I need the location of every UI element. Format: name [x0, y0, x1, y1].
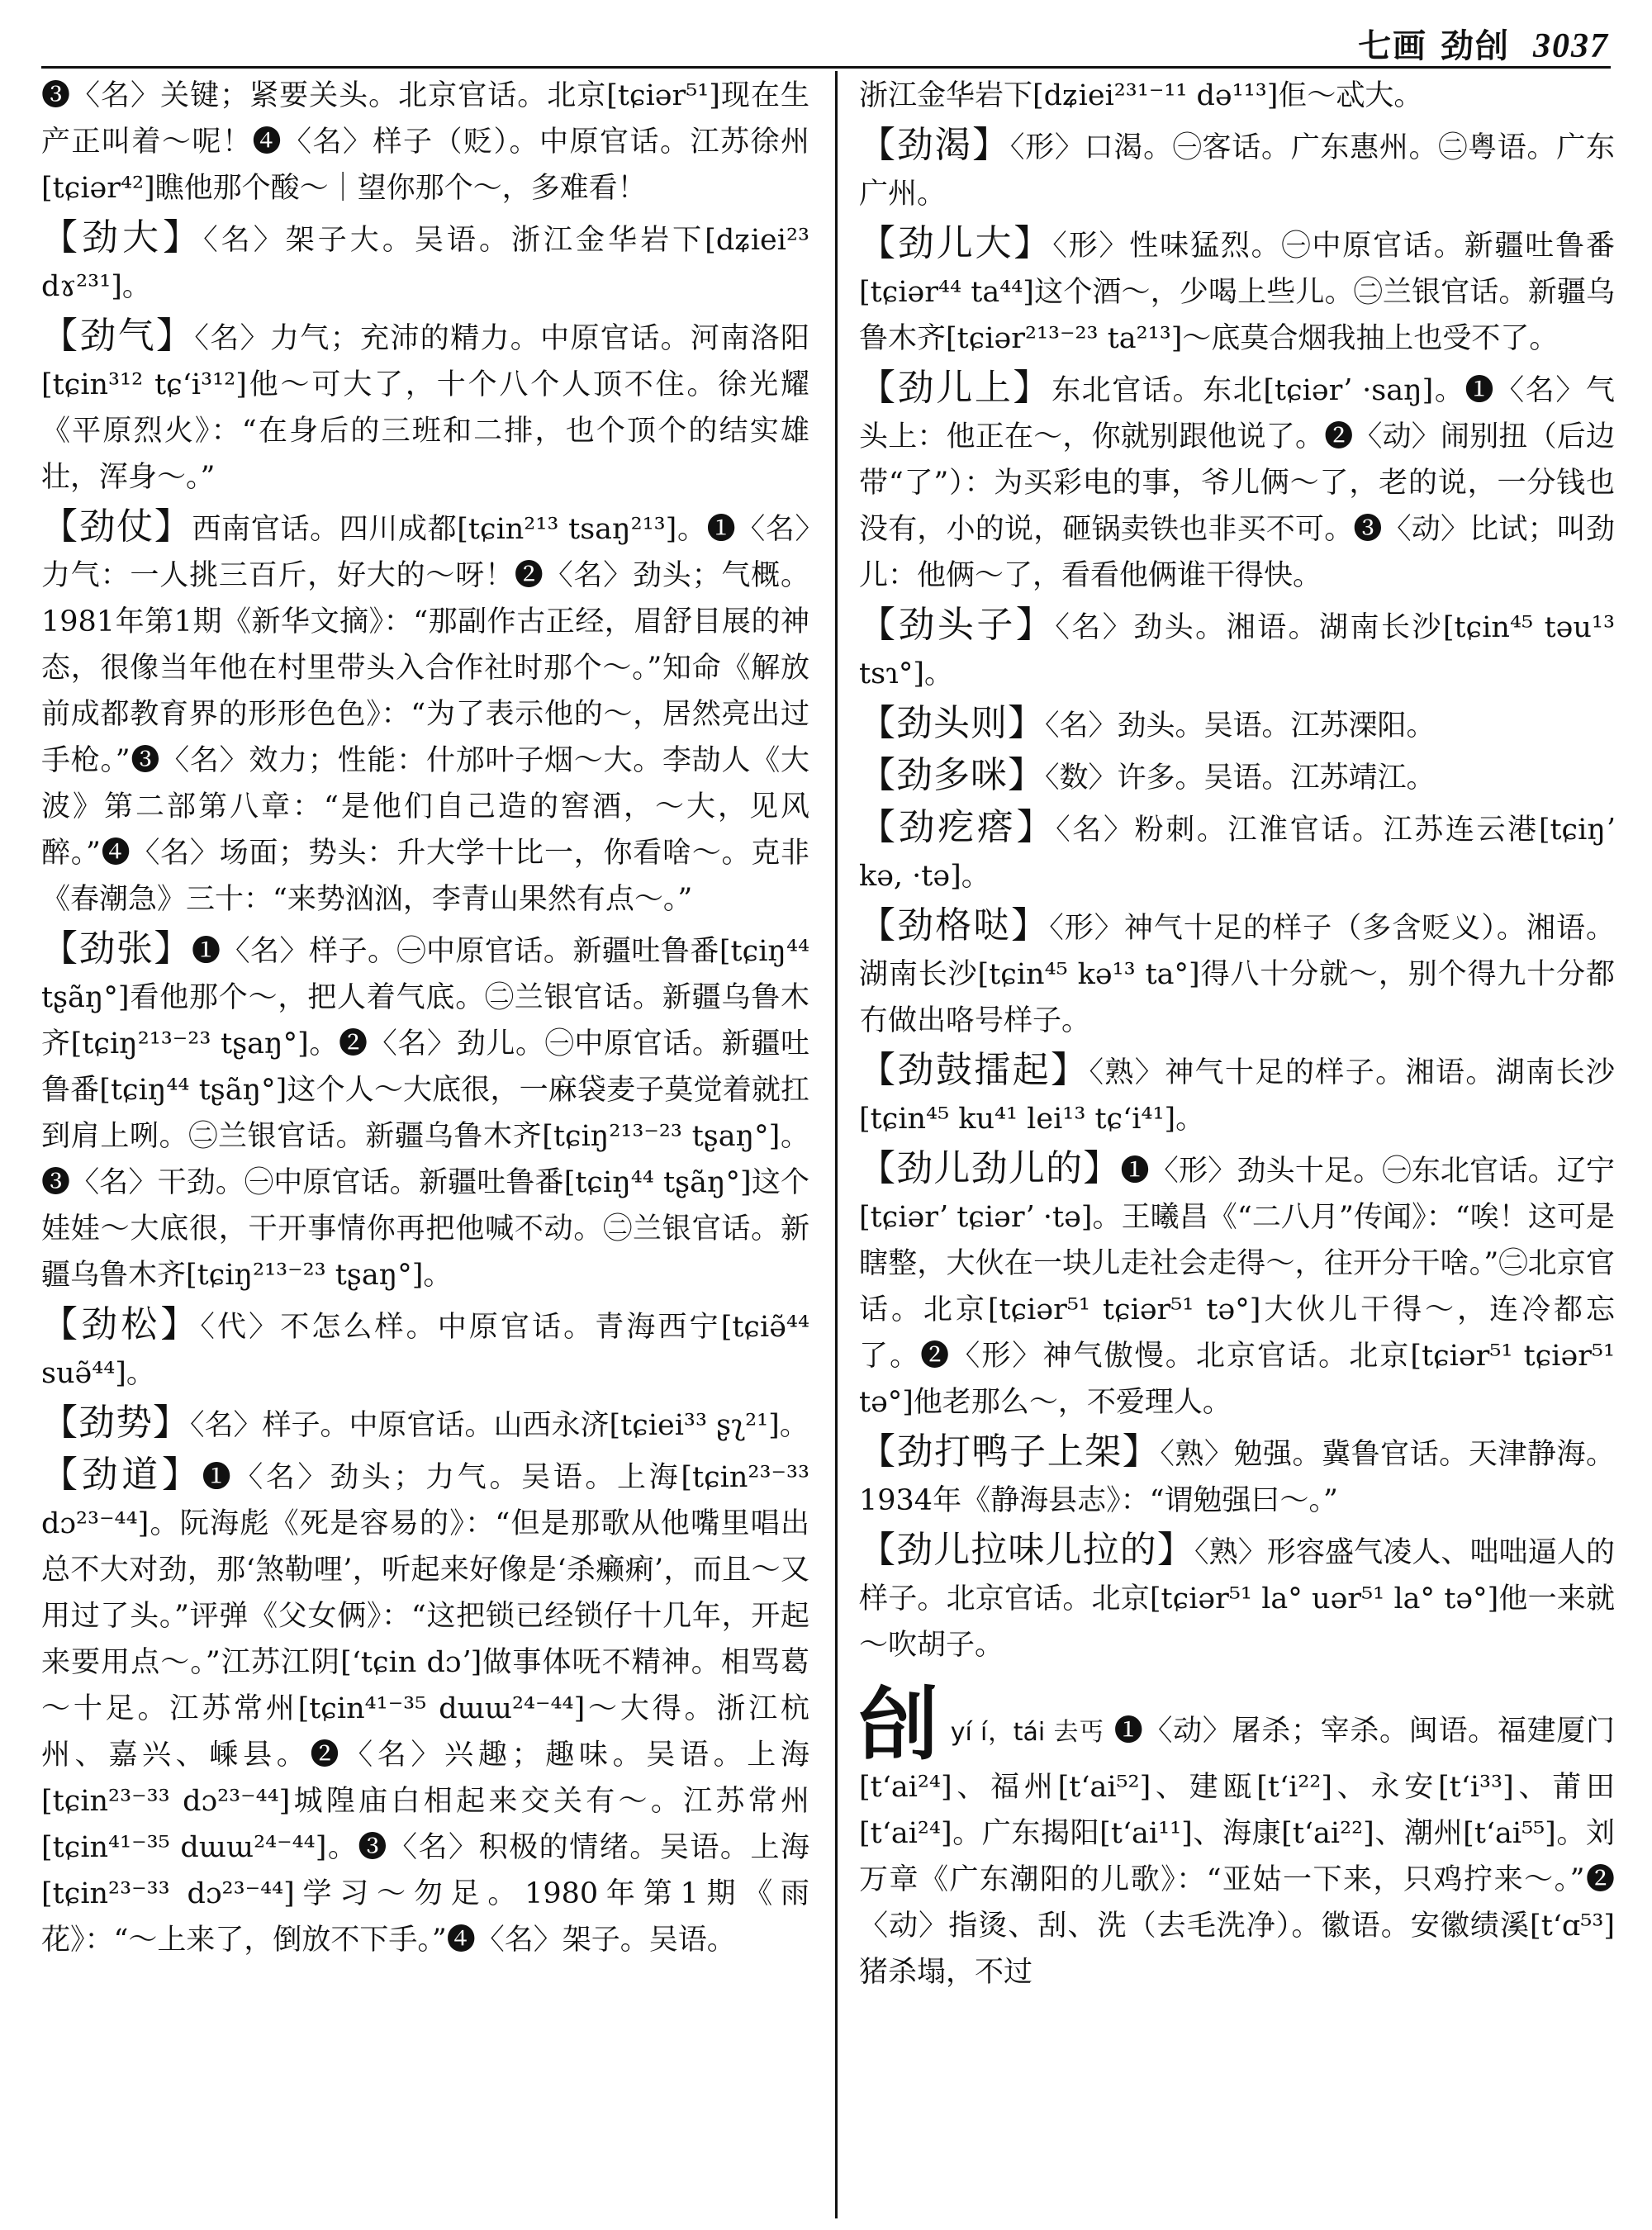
entry: [41, 504, 809, 923]
entry-text: ❸〈名〉关键；紧要关头。北京官话。北京[tɕiər⁵¹]现在生产正叫着～呢！❹〈名〉样子（贬）。中原官话。江苏徐州[tɕiər⁴²]瞧他那个酸～｜望你那个～，多难看！: [41, 79, 809, 205]
entry: [859, 700, 1615, 749]
headword: 【劲格哒】: [859, 904, 1050, 947]
section-title: 七画 劲刣: [1358, 26, 1510, 65]
headword: 【劲渴】: [859, 124, 1010, 166]
headword: 【劲大】: [41, 216, 204, 259]
entry-text: 东北官话。东北[tɕiərʼ ·saŋ]。❶〈名〉气头上：他正在～，你就别跟他说了。❷〈动〉闹别扭（后边带“了”）：为买彩电的事，爷儿俩～了，老的说，一分钱也没有，小的说，砸锅卖铁也非买不可。❸〈动〉比试；叫劲儿：他俩～了，看看他俩谁干得快。: [859, 374, 1615, 592]
entry: [41, 1452, 809, 1963]
entry-text: 〈形〉性味猛烈。㊀中原官话。新疆吐鲁番[tɕiər⁴⁴ ta⁴⁴]这个酒～，少喝上些儿。㊁兰银官话。新疆乌鲁木齐[tɕiər²¹³⁻²³ ta²¹³]～底莫合烟我抽上也受不了。: [859, 230, 1616, 355]
headword: 【劲鼓擂起】: [859, 1049, 1089, 1091]
entry-text: 〈熟〉勉强。冀鲁官话。天津静海。1934年《静海县志》：“谓勉强曰～。”: [859, 1438, 1615, 1517]
headword: 【劲儿上】: [859, 367, 1052, 409]
entry: [859, 602, 1615, 697]
entry-text: 〈形〉神气十足的样子（多含贬义）。湘语。湖南长沙[tɕin⁴⁵ kə¹³ ta°]得八十分就～，别个得九十分都冇做出咯号样子。: [859, 912, 1615, 1037]
headword: 【劲仗】: [41, 505, 192, 548]
entry-text: ❶〈名〉样子。㊀中原官话。新疆吐鲁番[tɕiŋ⁴⁴ tʂãŋ°]看他那个～，把人着气底。㊁兰银官话。新疆乌鲁木齐[tɕiŋ²¹³⁻²³ tʂaŋ°]。❷〈名〉劲儿。㊀中原官话。新疆吐鲁番[tɕiŋ⁴⁴ tʂãŋ°]这个人～大底很，一麻袋麦子莫觉着就扛到肩上咧。㊁兰银官话。新疆乌鲁木齐[tɕiŋ²¹³⁻²³ tʂaŋ°]。❸〈名〉干劲。㊀中原官话。新疆吐鲁番[tɕiŋ⁴⁴ tʂãŋ°]这个娃娃～大底很，干开事情你再把他喊不动。㊁兰银官话。新疆乌鲁木齐[tɕiŋ²¹³⁻²³ tʂaŋ°]。: [41, 935, 810, 1292]
running-header: [1358, 20, 1609, 67]
entry-text: ❶〈形〉劲头十足。㊀东北官话。辽宁[tɕiərʼ tɕiərʼ ·tə]。王曦昌《“二八月”传闻》：“唉！这可是瞎整，大伙在一块儿走社会走得～，往开分干啥。”㊁北京官话。北京[tɕiər⁵¹ tɕiər⁵¹ tə°]大伙儿干得～，连冷都忘了。❷〈形〉神气傲慢。北京官话。北京[tɕiər⁵¹ tɕiər⁵¹ tə°]他老那么～，不爱理人。: [859, 1155, 1616, 1419]
entry-text: 〈名〉劲头。湘语。湖南长沙[tɕin⁴⁵ təu¹³ tsɿ°]。: [859, 611, 1615, 690]
entry-text: 〈名〉力气；充沛的精力。中原官话。河南洛阳[tɕin³¹² tɕʻi³¹²]他～可大了，十个八个人顶不住。徐光耀《平原烈火》：“在身后的三班和二排，也个顶个的结实雄壮，浑身～。”: [41, 322, 809, 494]
entry: [859, 1047, 1615, 1142]
entry: [41, 1302, 809, 1397]
entry: [859, 365, 1615, 599]
entry-text: 〈数〉许多。吴语。江苏靖江。: [1045, 762, 1436, 795]
entry: [41, 1400, 809, 1449]
right-column: [859, 73, 1615, 1999]
headword: 【劲儿大】: [859, 222, 1053, 264]
entry-text: 浙江金华岩下[dʑiei²³¹⁻¹¹ də¹¹³]佢～忒大。: [859, 79, 1423, 112]
entry: [859, 1527, 1615, 1668]
entry: [859, 903, 1615, 1044]
entry-text: 西南官话。四川成都[tɕin²¹³ tsaŋ²¹³]。❶〈名〉力气：一人挑三百斤，好大的～呀！❷〈名〉劲头；气概。1981年第1期《新华文摘》：“那副作古正经，眉舒目展的神态，很像当年他在村里带头入合作社时那个～。”知命《解放前成都教育界的形形色色》：“为了表示他的～，居然亮出过手枪。”❸〈名〉效力；性能：什邡叶子烟～大。李劼人《大波》第二部第八章：“是他们自己造的窖酒，～大，见风醉。”❹〈名〉场面；势头：升大学十比一，你看啥～。克非《春潮急》三十：“来势汹汹，李青山果然有点～。”: [41, 513, 810, 916]
headword: 【劲气】: [41, 315, 195, 357]
headword: 【劲儿拉味儿拉的】: [859, 1529, 1194, 1571]
headword: 【劲头子】: [859, 604, 1056, 646]
entry: [41, 215, 809, 310]
entry-text: 〈名〉架子大。吴语。浙江金华岩下[dʑiei²³ dɤ²³¹]。: [41, 224, 810, 303]
headword: 【劲头则】: [859, 702, 1045, 744]
entry: [859, 804, 1615, 899]
entry-text: 〈代〉不怎么样。中原官话。青海西宁[tɕiə̃⁴⁴ suə̃⁴⁴]。: [41, 1311, 809, 1390]
entry-text: ❶〈名〉劲头；力气。吴语。上海[tɕin²³⁻³³ dɔ²³⁻⁴⁴]。阮海彪《死是容易的》：“但是那歌从他嘴里唱出总不大对劲，那‘煞勒哩’，听起来好像是‘杀癞痢’，而且～又用过了头。”评弹《父女俩》：“这把锁已经锁仔十几年，开起来要用点～。”江苏江阴[ʻtɕin dɔʼ]做事体呒不精神。相骂葛～十足。江苏常州[tɕin⁴¹⁻³⁵ dɯɯ²⁴⁻⁴⁴]～大得。浙江杭州、嘉兴、嵊县。❷〈名〉兴趣；趣味。吴语。上海[tɕin²³⁻³³ dɔ²³⁻⁴⁴]城隍庙白相起来交关有～。江苏常州[tɕin⁴¹⁻³⁵ dɯɯ²⁴⁻⁴⁴]。❸〈名〉积极的情绪。吴语。上海[tɕin²³⁻³³ dɔ²³⁻⁴⁴]学习～勿足。1980年第1期《雨花》：“～上来了，倒放不下手。”❹〈名〉架子。吴语。: [41, 1461, 810, 1957]
left-column: [41, 73, 809, 1967]
entry: [859, 221, 1615, 362]
headword: 【劲打鸭子上架】: [859, 1431, 1161, 1473]
entry: [859, 122, 1615, 217]
character-pronunciation: yí í，tái 去丐: [950, 1718, 1104, 1747]
headword: 【劲儿劲儿的】: [859, 1147, 1121, 1189]
entry-text: ❶〈动〉屠杀；宰杀。闽语。福建厦门[tʻai²⁴]、福州[tʻai⁵²]、建瓯[tʻi²²]、永安[tʻi³³]、莆田[tʻai²⁴]。广东揭阳[tʻai¹¹]、海康[tʻai²²]、潮州[tʻai⁵⁵]。刘万章《广东潮阳的儿歌》：“亚姑一下来，只鸡拧来～。”❷〈动〉指烫、刮、洗（去毛洗净）。徽语。安徽绩溪[tʻɑ⁵³]猪杀塌，不过: [859, 1715, 1615, 1989]
headword: 【劲多咪】: [859, 754, 1045, 796]
entry: [41, 313, 809, 501]
entry-text: 〈名〉样子。中原官话。山西永济[tɕiei³³ ʂʅ²¹]。: [190, 1409, 809, 1442]
column-divider: [835, 71, 838, 2218]
entry: [41, 926, 809, 1298]
entry-text: 〈形〉口渴。㊀客话。广东惠州。㊁粤语。广东广州。: [859, 131, 1615, 211]
head-character: 刣: [859, 1677, 939, 1771]
headword: 【劲张】: [41, 928, 192, 970]
char-entry: [859, 1677, 1615, 1995]
headword: 【劲势】: [41, 1402, 190, 1444]
entry: [859, 1146, 1615, 1426]
headword: 【劲松】: [41, 1303, 201, 1345]
entry-text: 〈熟〉形容盛气凌人、咄咄逼人的样子。北京官话。北京[tɕiər⁵¹ la° uər⁵¹ la° tə°]他一来就～吹胡子。: [859, 1536, 1615, 1662]
entry-continued: [41, 73, 809, 211]
page-number: 3037: [1533, 27, 1609, 65]
headword: 【劲疙瘩】: [859, 806, 1056, 848]
entry: [859, 1429, 1615, 1524]
headword: 【劲道】: [41, 1454, 202, 1496]
entry-text: 〈名〉劲头。吴语。江苏溧阳。: [1045, 709, 1436, 743]
entry-text: 〈名〉粉刺。江淮官话。江苏连云港[tɕiŋʼ kə, ·tə]。: [859, 814, 1615, 893]
entry-continued: [859, 73, 1615, 119]
entry: [859, 752, 1615, 801]
header-rule: [41, 66, 1611, 69]
entry-text: 〈熟〉神气十足的样子。湘语。湖南长沙[tɕin⁴⁵ ku⁴¹ lei¹³ tɕʻi⁴¹]。: [859, 1056, 1615, 1136]
